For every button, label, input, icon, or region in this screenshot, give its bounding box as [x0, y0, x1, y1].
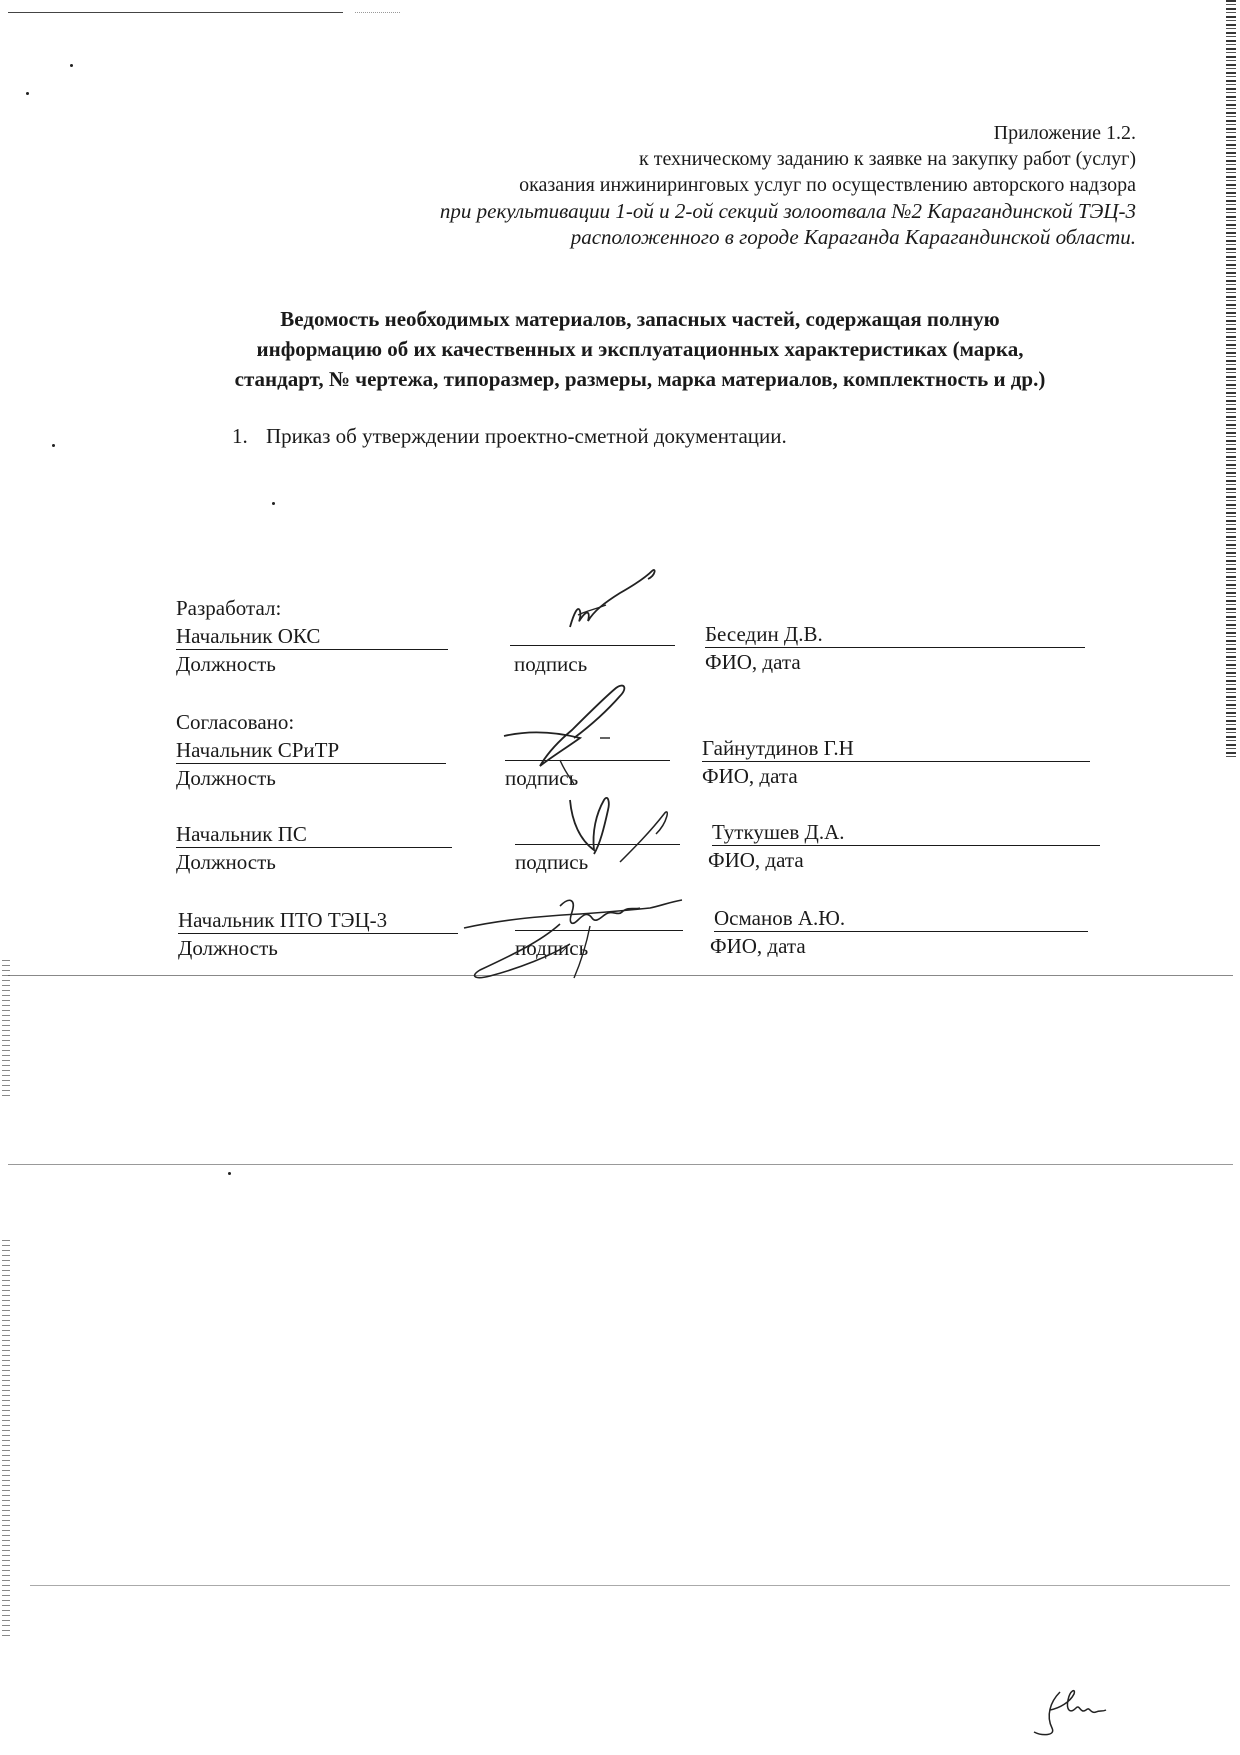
- position-value: Начальник СРиТР: [176, 738, 446, 764]
- handwritten-signature: [460, 886, 720, 986]
- name-value: Османов А.Ю.: [714, 906, 1088, 932]
- title-line: стандарт, № чертежа, типоразмер, размеры, марка материалов, комплектность и др.): [234, 367, 1046, 391]
- list-item-number: 1.: [232, 424, 248, 448]
- scan-horizontal-line: [30, 1585, 1230, 1586]
- document-title: [150, 304, 1130, 394]
- scan-horizontal-line: [8, 1164, 1233, 1165]
- title-line: информацию об их качественных и эксплуатационных характеристиках (марка,: [256, 337, 1024, 361]
- handwritten-initials: [1030, 1680, 1110, 1740]
- scan-edge-strip: [1226, 0, 1236, 760]
- list-item: [232, 424, 787, 449]
- scan-speck: [52, 444, 55, 447]
- scan-speck: [228, 1172, 231, 1175]
- position-value: Начальник ОКС: [176, 624, 448, 650]
- name-caption: ФИО, дата: [708, 848, 804, 872]
- scan-speck: [70, 64, 73, 67]
- name-caption: ФИО, дата: [705, 650, 801, 674]
- developed-label: Разработал:: [176, 596, 282, 620]
- signature-caption: подпись: [515, 936, 589, 960]
- position-caption: Должность: [176, 850, 276, 874]
- name-value: Туткушев Д.А.: [712, 820, 1100, 846]
- scan-top-line: [8, 12, 343, 13]
- signature-caption: подпись: [514, 652, 588, 676]
- signature-line: [510, 645, 675, 646]
- handwritten-signature: [500, 680, 650, 790]
- appendix-number: Приложение 1.2.: [993, 122, 1136, 144]
- name-value: Беседин Д.В.: [705, 622, 1085, 648]
- title-line: Ведомость необходимых материалов, запасных частей, содержащая полную: [280, 307, 1000, 331]
- handwritten-signature: [560, 792, 680, 882]
- appendix-object: при рекультивации 1-ой и 2-ой секций золоотвала №2 Карагандинской ТЭЦ-3: [439, 199, 1136, 223]
- signature-caption: подпись: [505, 766, 579, 790]
- appendix-header: [236, 120, 1136, 250]
- scan-edge-strip-left: [2, 960, 10, 1100]
- agreed-label: Согласовано:: [176, 710, 295, 734]
- name-caption: ФИО, дата: [702, 764, 798, 788]
- scan-speck: [272, 502, 275, 505]
- list-item-text: Приказ об утверждении проектно-сметной документации.: [266, 424, 787, 448]
- scan-edge-strip-left: [2, 1240, 10, 1640]
- position-caption: Должность: [178, 936, 278, 960]
- position-value: Начальник ПС: [176, 822, 452, 848]
- position-value: Начальник ПТО ТЭЦ-3: [178, 908, 458, 934]
- name-value: Гайнутдинов Г.Н: [702, 736, 1090, 762]
- position-caption: Должность: [176, 652, 276, 676]
- appendix-service: оказания инжиниринговых услуг по осуществлению авторского надзора: [519, 174, 1136, 196]
- signature-caption: подпись: [515, 850, 589, 874]
- appendix-reference: к техническому заданию к заявке на закупку работ (услуг): [638, 148, 1136, 170]
- name-caption: ФИО, дата: [710, 934, 806, 958]
- handwritten-signature: [560, 565, 670, 640]
- appendix-location: расположенного в городе Караганда Карагандинской области.: [570, 225, 1136, 249]
- position-caption: Должность: [176, 766, 276, 790]
- scan-speck: [26, 92, 29, 95]
- scan-top-line-faint: [355, 12, 400, 13]
